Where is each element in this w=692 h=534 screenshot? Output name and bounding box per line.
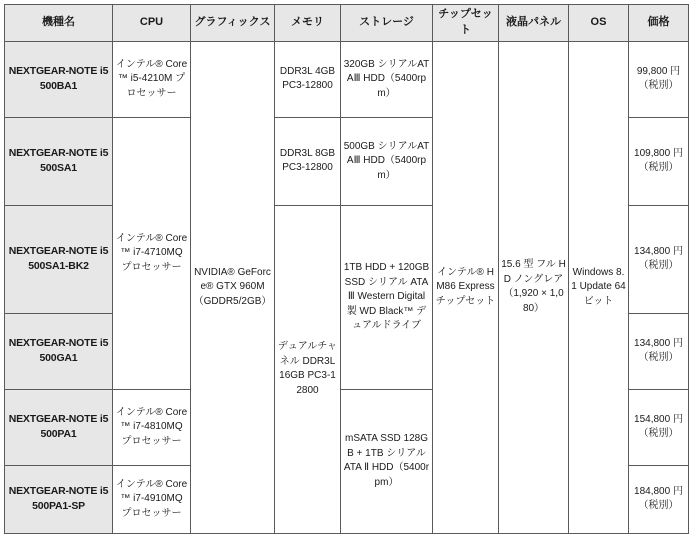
model-name-cell: NEXTGEAR-NOTE i5500PA1 xyxy=(5,389,113,465)
cpu-cell: インテル® Core™ i7-4710MQ プロセッサー xyxy=(113,117,191,389)
price-cell: 184,800 円（税別） xyxy=(629,465,689,533)
storage-cell: 320GB シリアルATAⅢ HDD（5400rpm） xyxy=(341,41,433,117)
chipset-cell: インテル® HM86 Express チップセット xyxy=(433,41,499,533)
model-name-cell: NEXTGEAR-NOTE i5500PA1-SP xyxy=(5,465,113,533)
price-cell: 109,800 円（税別） xyxy=(629,117,689,205)
cpu-cell: インテル® Core™ i7-4810MQ プロセッサー xyxy=(113,389,191,465)
table-row xyxy=(5,41,689,117)
table-header-row xyxy=(5,5,689,42)
spec-table xyxy=(4,4,689,534)
panel-cell: 15.6 型 フル HD ノングレア（1,920 × 1,080） xyxy=(499,41,569,533)
column-header-model: 機種名 xyxy=(5,5,113,42)
column-header-chipset: チップセット xyxy=(433,5,499,42)
storage-cell: mSATA SSD 128GB + 1TB シリアル ATA Ⅱ HDD（5400rpm） xyxy=(341,389,433,533)
memory-cell: デュアルチャネル DDR3L 16GB PC3-12800 xyxy=(275,205,341,533)
model-name-cell: NEXTGEAR-NOTE i5500SA1-BK2 xyxy=(5,205,113,313)
storage-cell: 1TB HDD + 120GB SSD シリアル ATAⅢ Western Digital 製 WD Black™ デュアルドライブ xyxy=(341,205,433,389)
column-header-panel: 液晶パネル xyxy=(499,5,569,42)
storage-cell: 500GB シリアルATAⅢ HDD（5400rpm） xyxy=(341,117,433,205)
column-header-graphics: グラフィックス xyxy=(191,5,275,42)
price-cell: 154,800 円（税別） xyxy=(629,389,689,465)
column-header-cpu: CPU xyxy=(113,5,191,42)
memory-cell: DDR3L 8GB PC3-12800 xyxy=(275,117,341,205)
cpu-cell: インテル® Core™ i7-4910MQ プロセッサー xyxy=(113,465,191,533)
price-cell: 99,800 円（税別） xyxy=(629,41,689,117)
price-cell: 134,800 円（税別） xyxy=(629,313,689,389)
column-header-storage: ストレージ xyxy=(341,5,433,42)
price-cell: 134,800 円（税別） xyxy=(629,205,689,313)
model-name-cell: NEXTGEAR-NOTE i5500SA1 xyxy=(5,117,113,205)
column-header-memory: メモリ xyxy=(275,5,341,42)
model-name-cell: NEXTGEAR-NOTE i5500BA1 xyxy=(5,41,113,117)
column-header-price: 価格 xyxy=(629,5,689,42)
cpu-cell: インテル® Core™ i5-4210M プロセッサー xyxy=(113,41,191,117)
model-name-cell: NEXTGEAR-NOTE i5500GA1 xyxy=(5,313,113,389)
column-header-os: OS xyxy=(569,5,629,42)
graphics-cell: NVIDIA® GeForce® GTX 960M（GDDR5/2GB） xyxy=(191,41,275,533)
os-cell: Windows 8.1 Update 64 ビット xyxy=(569,41,629,533)
memory-cell: DDR3L 4GB PC3-12800 xyxy=(275,41,341,117)
